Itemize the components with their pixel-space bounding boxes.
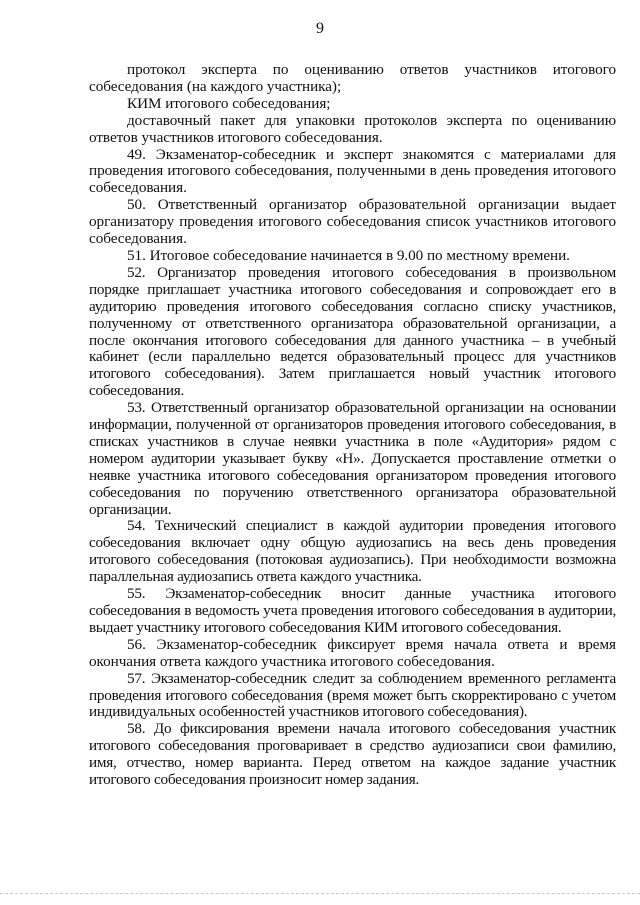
paragraph-item-55: 55. Экзаменатор-собеседник вносит данные участника итогового собеседования в ведомость учета проведения итогового собеседования в аудитории, выдает участнику итогового собеседования КИМ итогового собеседования. (89, 585, 616, 636)
paragraph-item-52: 52. Организатор проведения итогового собеседования в произвольном порядке приглашает участника итогового собеседования и сопровождает его в аудиторию проведения итогового собеседования согласно списку участников, полученному от ответственного организатора образовательной организации, а после окончания итогового собеседования для данного участника – в учебный кабинет (если параллельно ведется образовательный процесс для участников итогового собеседования). Затем приглашается новый участник итогового собеседования. (89, 263, 616, 400)
paragraph-delivery-package: доставочный пакет для упаковки протоколов эксперта по оцениванию ответов участников итогового собеседования. (89, 111, 616, 146)
document-body (89, 62, 616, 789)
paragraph-item-57: 57. Экзаменатор-собеседник следит за соблюдением временного регламента проведения итогового собеседования (время может быть скорректировано с учетом индивидуальных особенностей участников итогового собеседования). (89, 669, 616, 721)
page-number: 9 (316, 20, 324, 37)
paragraph-item-58: 58. До фиксирования времени начала итогового собеседования участник итогового собеседования проговаривает в средство аудиозаписи свои фамилию, имя, отчество, номер варианта. Перед ответом на каждое задание участник итогового собеседования произносит номер задания. (89, 720, 616, 789)
paragraph-item-51: 51. Итоговое собеседование начинается в 9.00 по местному времени. (127, 246, 570, 264)
paragraph-protocol-expert: протокол эксперта по оцениванию ответов участников итогового собеседования (на каждого участника); (89, 61, 616, 95)
paragraph-item-49: 49. Экзаменатор-собеседник и эксперт знакомятся с материалами для проведения итогового собеседования, полученными в день проведения итогового собеседования. (89, 145, 616, 197)
paragraph-kim: КИМ итогового собеседования; (127, 94, 331, 112)
paragraph-item-54: 54. Технический специалист в каждой аудитории проведения итогового собеседования включает одну общую аудиозапись на весь день проведения итогового собеседования (потоковая аудиозапись). При необходимости возможна параллельная аудиозапись ответа каждого участника. (89, 517, 616, 586)
paragraph-item-50: 50. Ответственный организатор образовательной организации выдает организатору проведения итогового собеседования список участников итогового собеседования. (89, 196, 616, 248)
paragraph-item-53: 53. Ответственный организатор образовательной организации на основании информации, полученной от организаторов проведения итогового собеседования, в списках участников в случае неявки участника в поле «Аудитория» рядом с номером аудитории указывает букву «Н». Допускается проставление отметки о неявке участника итогового собеседования организатором проведения итогового собеседования по поручению ответственного организатора образовательной организации. (89, 399, 616, 518)
page-bottom-divider (0, 893, 640, 894)
paragraph-item-56: 56. Экзаменатор-собеседник фиксирует время начала ответа и время окончания ответа каждого участника итогового собеседования. (89, 635, 616, 670)
